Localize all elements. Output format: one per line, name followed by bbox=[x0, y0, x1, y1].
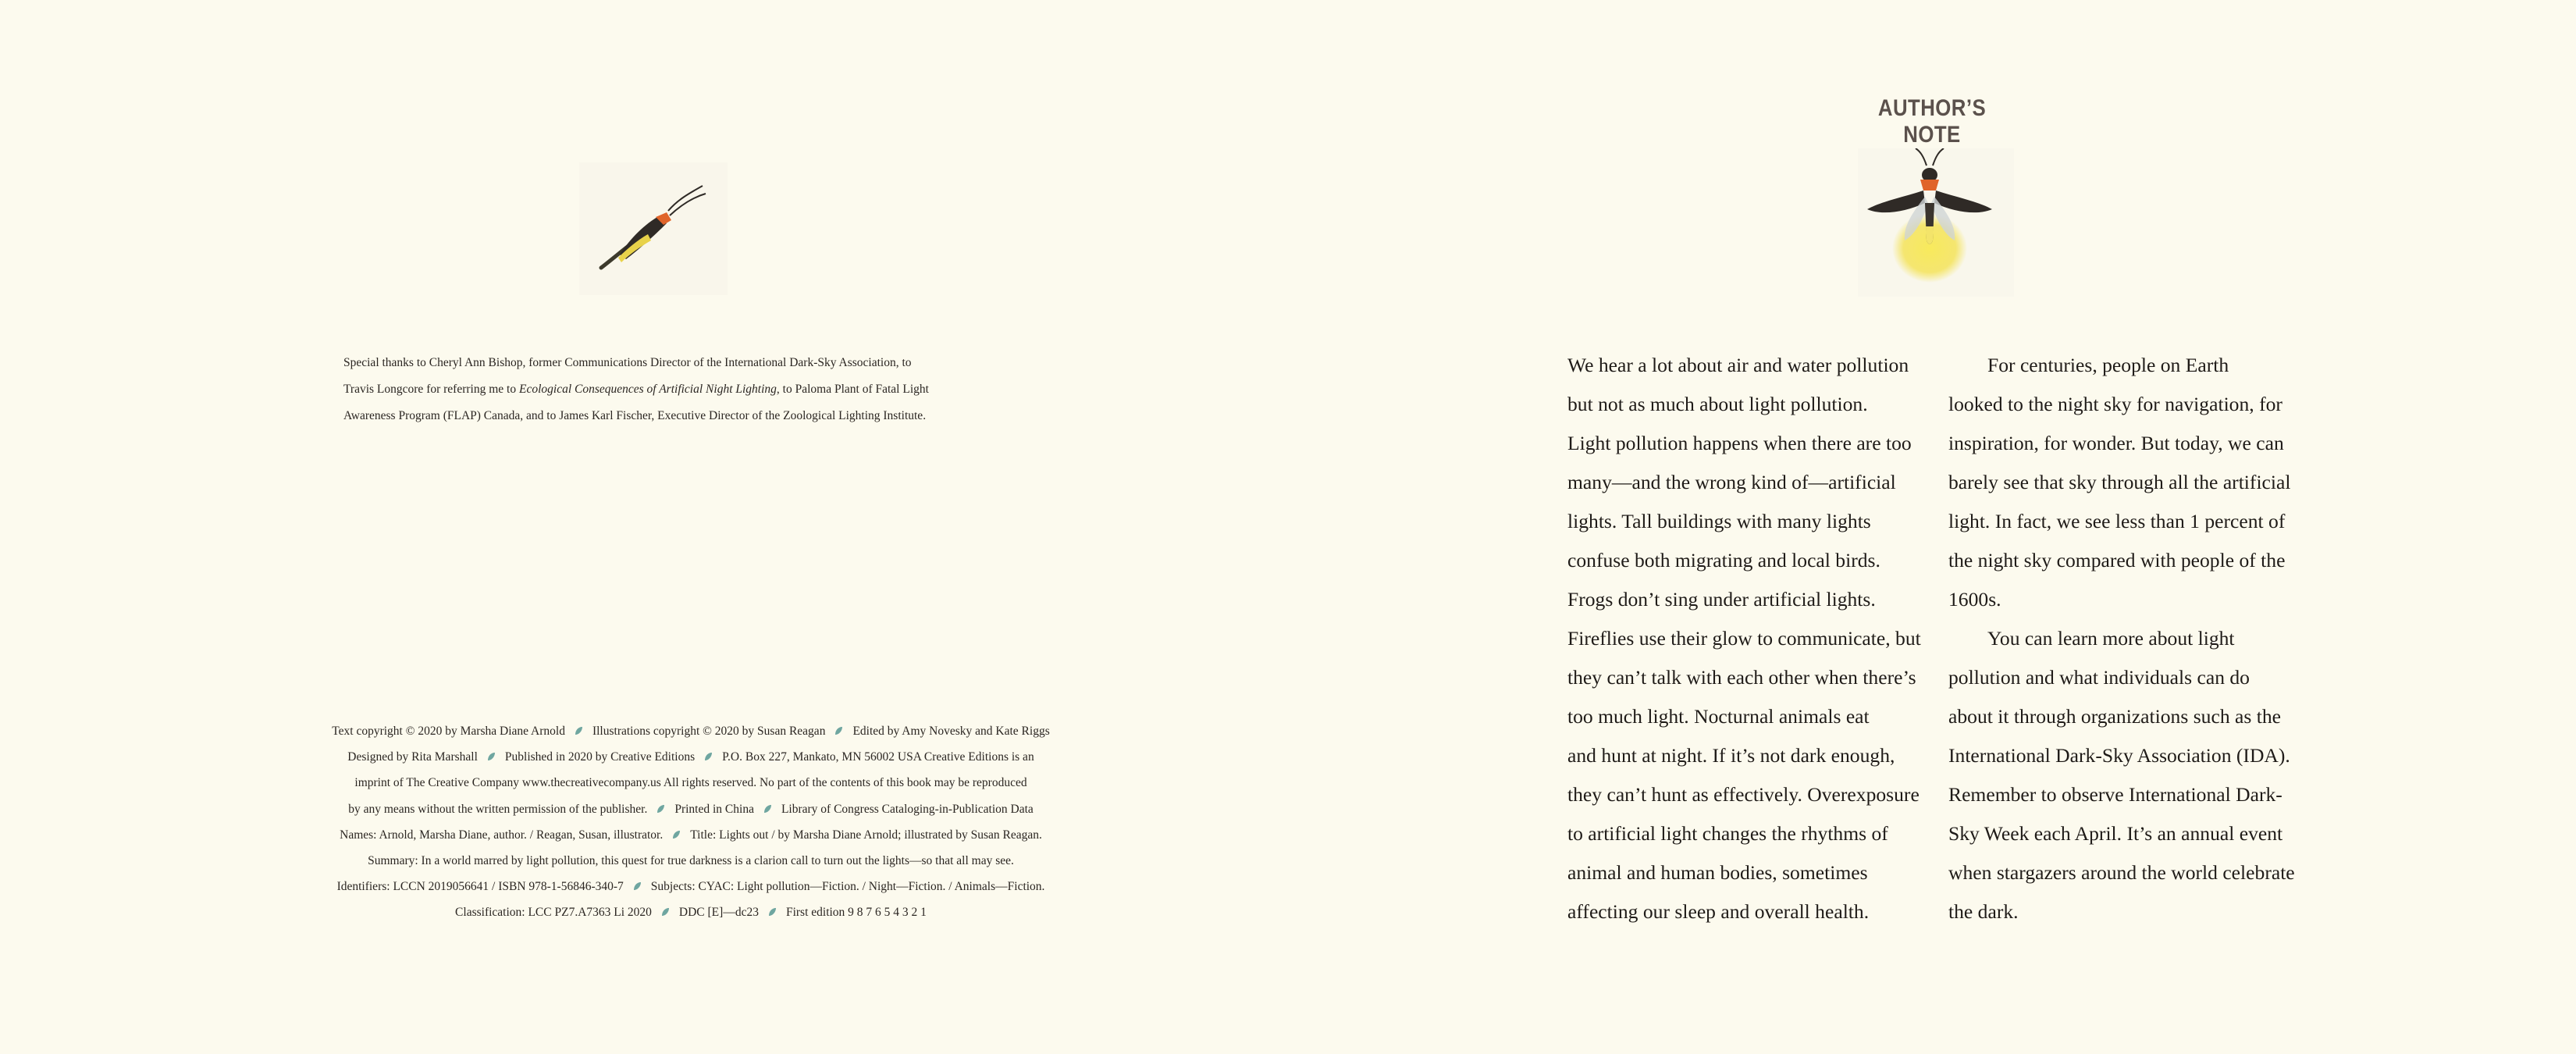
copyright-line bbox=[187, 770, 1194, 796]
acknowledgments-book-title: Ecological Consequences of Artificial Night Lighting bbox=[518, 383, 777, 396]
leaf-separator-icon bbox=[633, 881, 642, 891]
copyright-line bbox=[187, 848, 1194, 874]
leaf-separator-icon bbox=[834, 726, 843, 735]
page-title: AUTHOR’S NOTE bbox=[1877, 95, 1987, 148]
acknowledgments bbox=[343, 350, 937, 429]
copyright-segment: Summary: In a world marred by light pollution, this quest for true darkness is a clarion call to turn out the lights—so that all may see. bbox=[368, 854, 1014, 868]
text-line: but not as much about light pollution. bbox=[1567, 393, 1868, 415]
copyright-segment: Identifiers: LCCN 2019056641 / ISBN 978-1-56846-340-7 bbox=[336, 880, 624, 894]
text-line: We hear a lot about air and water pollution bbox=[1567, 354, 1909, 376]
copyright-segment: by any means without the written permission of the publisher. bbox=[348, 802, 648, 816]
text-line: Fireflies use their glow to communicate, but bbox=[1567, 627, 1921, 650]
firefly-illustration-left bbox=[579, 162, 728, 295]
text-line: animal and human bodies, sometimes bbox=[1567, 861, 1868, 884]
copyright-segment: Published in 2020 by Creative Editions bbox=[504, 750, 696, 764]
text-line: too much light. Nocturnal animals eat bbox=[1567, 705, 1870, 728]
author-note-column-2 bbox=[1948, 346, 2315, 931]
copyright-segment: DDC [E]—dc23 bbox=[678, 906, 759, 920]
copyright-segment: Library of Congress Cataloging-in-Publication Data bbox=[781, 802, 1034, 816]
copyright-line bbox=[187, 874, 1194, 899]
copyright-segment: Names: Arnold, Marsha Diane, author. / Reagan, Susan, illustrator. bbox=[340, 828, 664, 842]
leaf-separator-icon bbox=[704, 752, 713, 761]
text-line: they can’t hunt as effectively. Overexposure bbox=[1567, 783, 1920, 806]
text-line: lights. Tall buildings with many lights bbox=[1567, 510, 1871, 532]
text-line: pollution and what individuals can do bbox=[1948, 666, 2250, 689]
copyright-segment: Edited by Amy Novesky and Kate Riggs bbox=[852, 725, 1050, 738]
copyright-line bbox=[187, 744, 1194, 770]
text-line: Sky Week each April. It’s an annual event bbox=[1948, 822, 2283, 845]
copyright-line bbox=[187, 899, 1194, 925]
text-line: they can’t talk with each other when there’s bbox=[1567, 666, 1916, 689]
copyright-line bbox=[187, 822, 1194, 848]
text-line: confuse both migrating and local birds. bbox=[1567, 549, 1880, 572]
copyright-line bbox=[187, 718, 1194, 744]
acknowledgments-text-2: , to Paloma Plant of Fatal Light Awareness Program (FLAP) Canada, and to James Karl Fischer, Executive Director of the Zoological Lighting Institute. bbox=[343, 383, 929, 422]
text-line: many—and the wrong kind of—artificial bbox=[1567, 471, 1896, 493]
leaf-separator-icon bbox=[672, 830, 681, 839]
leaf-separator-icon bbox=[763, 804, 772, 814]
copyright-segment: Designed by Rita Marshall bbox=[347, 750, 478, 764]
text-line: when stargazers around the world celebrate bbox=[1948, 861, 2295, 884]
text-line: Light pollution happens when there are too bbox=[1567, 432, 1912, 454]
leaf-separator-icon bbox=[487, 752, 496, 761]
text-line: You can learn more about light bbox=[1987, 627, 2235, 650]
firefly-illustration-right bbox=[1858, 148, 2014, 297]
copyright-segment: Classification: LCC PZ7.A7363 Li 2020 bbox=[455, 906, 652, 920]
copyright-line bbox=[187, 796, 1194, 822]
text-line: Remember to observe International Dark- bbox=[1948, 783, 2282, 806]
copyright-segment: Title: Lights out / by Marsha Diane Arnold; illustrated by Susan Reagan. bbox=[690, 828, 1042, 842]
copyright-segment: imprint of The Creative Company www.thecreativecompany.us All rights reserved. No part of the contents of this book may be reproduced bbox=[354, 776, 1027, 790]
copyright-segment: P.O. Box 227, Mankato, MN 56002 USA Creative Editions is an bbox=[722, 750, 1034, 764]
text-line: barely see that sky through all the artificial bbox=[1948, 471, 2291, 493]
text-line: 1600s. bbox=[1948, 588, 2001, 611]
copyright-segment: Illustrations copyright © 2020 by Susan Reagan bbox=[592, 725, 826, 738]
leaf-separator-icon bbox=[575, 726, 583, 735]
text-line: For centuries, people on Earth bbox=[1987, 354, 2229, 376]
leaf-separator-icon bbox=[768, 907, 777, 917]
text-line: light. In fact, we see less than 1 percent of bbox=[1948, 510, 2286, 532]
text-line: the night sky compared with people of the bbox=[1948, 549, 2286, 572]
copyright-segment: Printed in China bbox=[674, 802, 754, 816]
text-line: International Dark-Sky Association (IDA). bbox=[1948, 744, 2290, 767]
acknowledgments-text-1: Special thanks to Cheryl Ann Bishop, former Communications Director of the International Dark-Sky Association, to Travis Longcore for referring me to bbox=[343, 356, 912, 396]
text-line: inspiration, for wonder. But today, we can bbox=[1948, 432, 2284, 454]
text-line: affecting our sleep and overall health. bbox=[1567, 900, 1870, 923]
copyright-segment: First edition 9 8 7 6 5 4 3 2 1 bbox=[785, 906, 927, 920]
text-line: the dark. bbox=[1948, 900, 2019, 923]
text-line: about it through organizations such as the bbox=[1948, 705, 2282, 728]
text-line: and hunt at night. If it’s not dark enough, bbox=[1567, 744, 1895, 767]
copyright-segment: Subjects: CYAC: Light pollution—Fiction. / Night—Fiction. / Animals—Fiction. bbox=[650, 880, 1045, 894]
text-line: to artificial light changes the rhythms of bbox=[1567, 822, 1888, 845]
text-line: Frogs don’t sing under artificial lights. bbox=[1567, 588, 1876, 611]
leaf-separator-icon bbox=[656, 804, 665, 814]
author-note-column-1 bbox=[1567, 346, 1934, 931]
text-line: looked to the night sky for navigation, for bbox=[1948, 393, 2282, 415]
copyright-segment: Text copyright © 2020 by Marsha Diane Arnold bbox=[332, 725, 565, 738]
leaf-separator-icon bbox=[661, 907, 670, 917]
